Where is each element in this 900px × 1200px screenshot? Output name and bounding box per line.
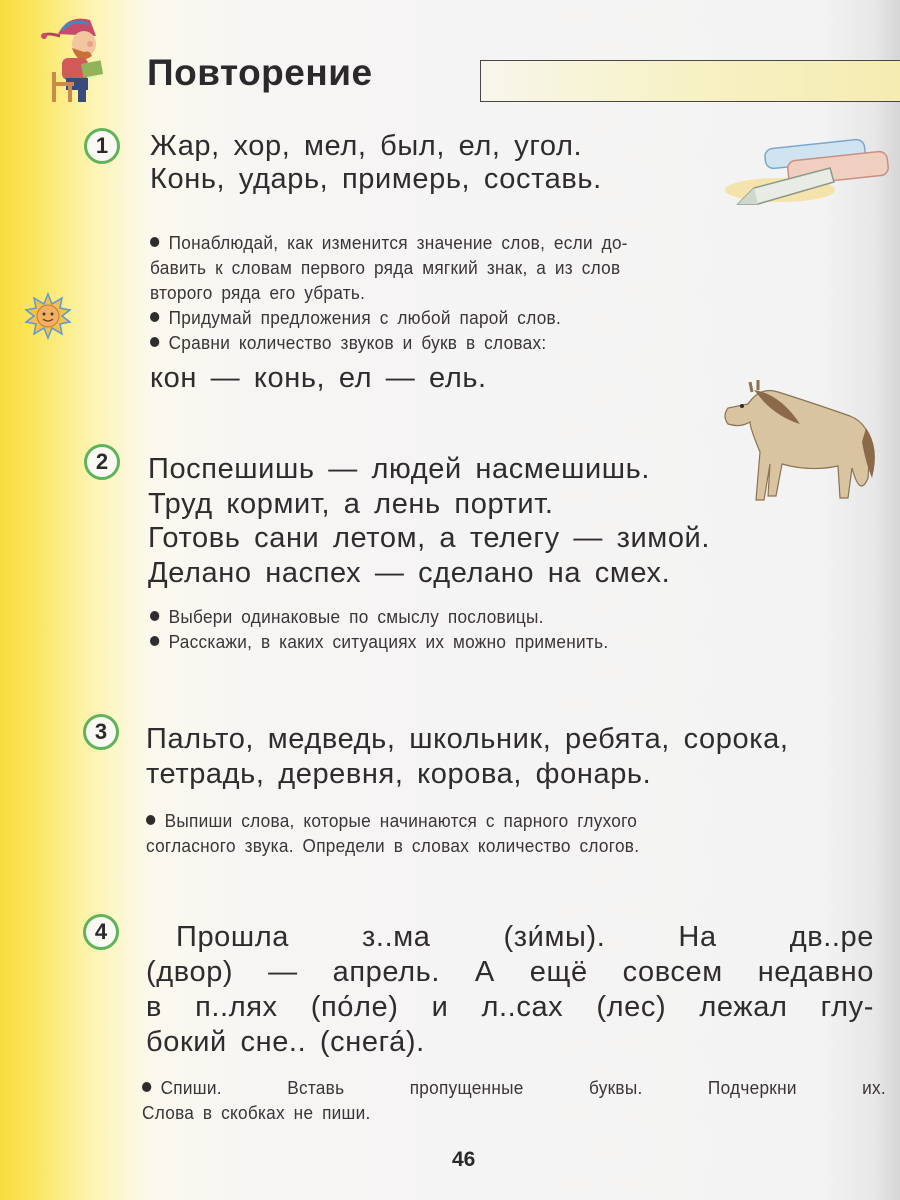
task-text: Придумай предложения с любой парой слов. — [168, 307, 562, 328]
exercise-4-text — [146, 920, 874, 1060]
text-line: (двор) — апрель. А ещё совсем недавно — [146, 956, 874, 988]
exercise-3-words — [146, 722, 789, 792]
task-text: Сравни количество звуков и букв в словах: — [168, 332, 547, 353]
exercise-3-tasks — [146, 808, 639, 858]
task-text: Понаблюдай, как изменится значение слов, если до- — [168, 232, 628, 253]
text-line: бокий сне.. (снега́). — [146, 1026, 425, 1058]
exercise-1-tasks — [150, 230, 875, 355]
exercise-1-words — [150, 130, 602, 196]
title-decor-bar — [480, 60, 900, 102]
exercise-number-badge: 1 — [84, 128, 120, 164]
exercise-number-badge: 2 — [84, 444, 120, 480]
task-text: Выбери одинаковые по смыслу пословицы. — [168, 606, 544, 627]
page-number: 46 — [452, 1148, 476, 1171]
task-text: согласного звука. Определи в словах количество слогов. — [146, 835, 640, 856]
bullet-icon — [142, 1082, 151, 1092]
page-title: Повторение — [147, 52, 373, 93]
task-text: Слова в скобках не пиши. — [142, 1102, 371, 1123]
chalk-icon — [710, 130, 895, 220]
proverb: Поспешишь — людей насмешишь. — [148, 453, 651, 485]
bullet-icon — [150, 312, 159, 322]
text-line: в п..лях (по́ле) и л..сах (лес) лежал глу- — [146, 991, 874, 1023]
task-text: Спиши. Вставь пропущенные буквы. Подчеркни их. — [160, 1077, 887, 1098]
bullet-icon — [150, 611, 159, 621]
bullet-icon — [150, 337, 159, 347]
task-text: бавить к словам первого ряда мягкий знак, а из слов — [150, 257, 621, 278]
proverb: Готовь сани летом, а телегу — зимой. — [148, 522, 711, 554]
word-row: Пальто, медведь, школьник, ребята, сорока, — [146, 723, 789, 755]
bullet-icon — [150, 636, 159, 646]
task-text: Расскажи, в каких ситуациях их можно применить. — [168, 631, 609, 652]
text-line: Прошла з..ма (зи́мы). На дв..ре — [176, 921, 874, 953]
exercise-2-proverbs — [148, 452, 710, 590]
bullet-icon — [146, 815, 155, 825]
exercise-1-example: кон — конь, ел — ель. — [150, 362, 487, 394]
word-row: Жар, хор, мел, был, ел, угол. — [150, 130, 583, 162]
word-row: тетрадь, деревня, корова, фонарь. — [146, 758, 652, 790]
horse-icon — [720, 368, 885, 513]
exercise-2-tasks — [150, 604, 608, 654]
exercise-4-tasks — [142, 1075, 886, 1125]
bullet-icon — [150, 237, 159, 247]
exercise-number-badge: 3 — [83, 714, 119, 750]
proverb: Труд кормит, а лень портит. — [148, 487, 554, 520]
word-row: Конь, ударь, примерь, составь. — [150, 163, 602, 195]
task-text: второго ряда его убрать. — [150, 282, 366, 303]
smiling-sun-icon — [24, 292, 72, 340]
task-text: Выпиши слова, которые начинаются с парного глухого — [164, 810, 638, 831]
gnome-reading-icon — [38, 6, 118, 106]
exercise-number-badge: 4 — [83, 914, 119, 950]
proverb: Делано наспех — сделано на смех. — [148, 556, 671, 589]
